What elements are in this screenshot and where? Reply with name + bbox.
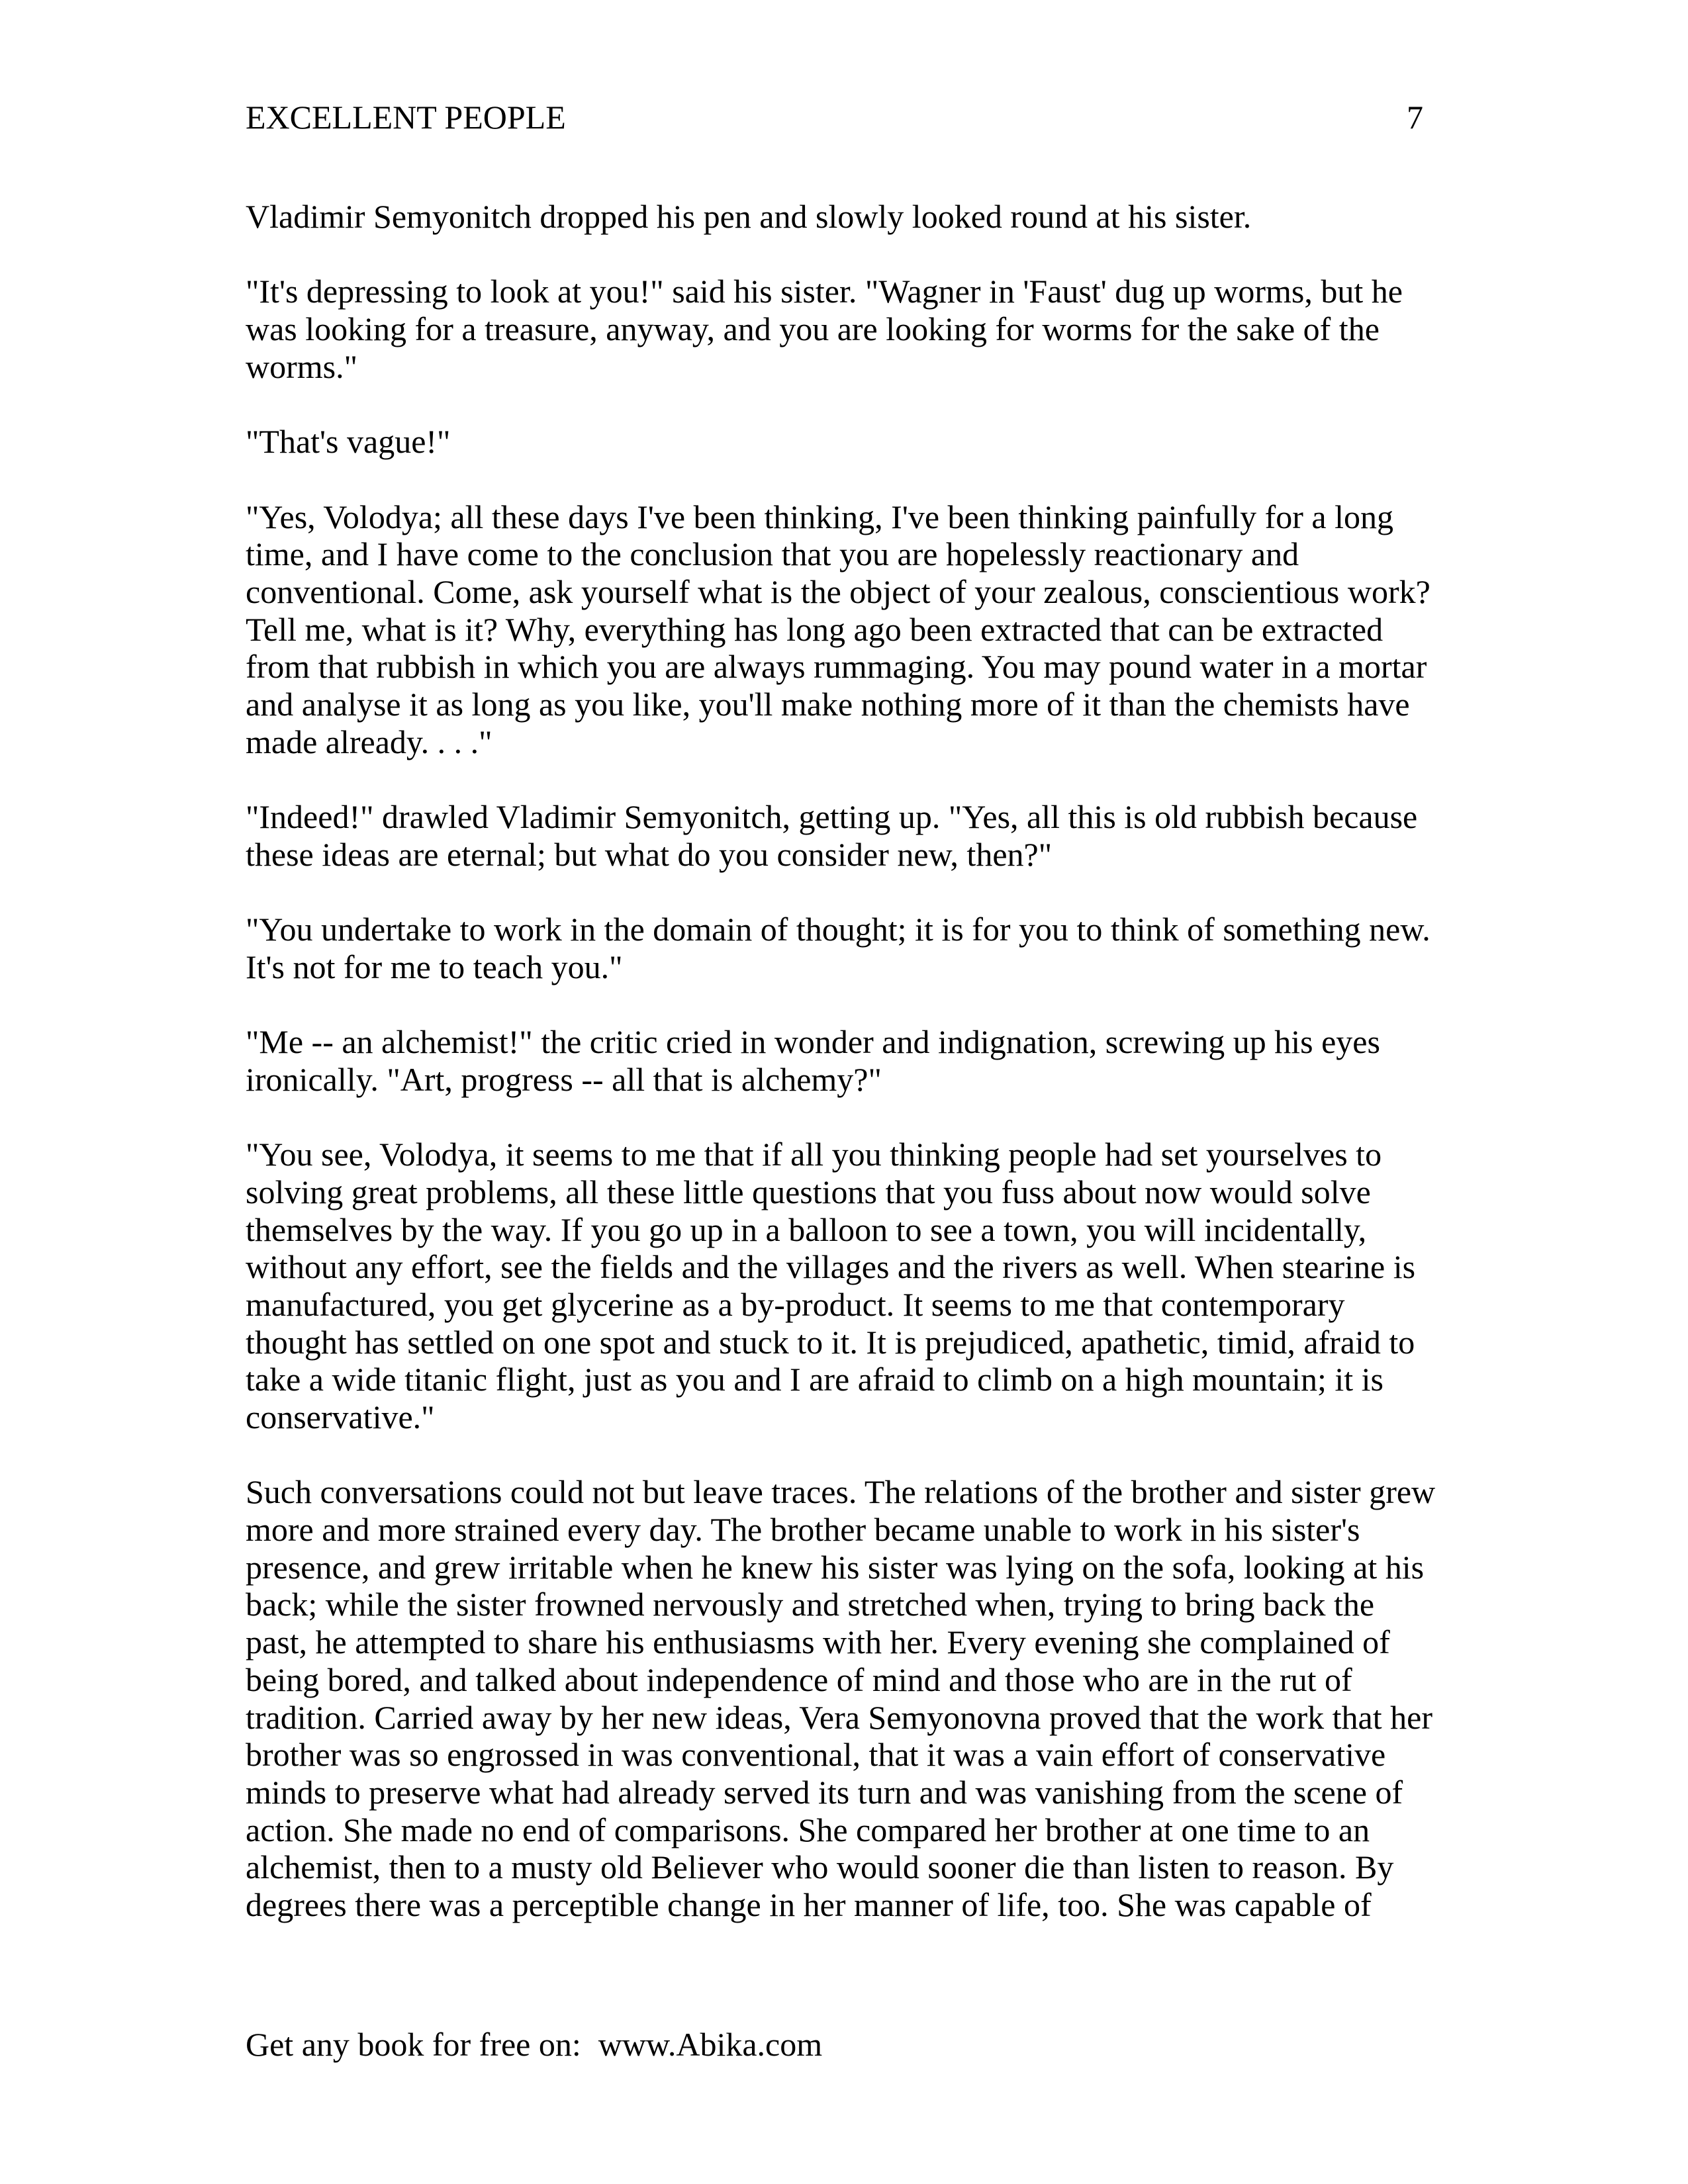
paragraph bbox=[246, 198, 1435, 236]
text-line: take a wide titanic flight, just as you and I are afraid to climb on a high mountain; it is bbox=[246, 1361, 1384, 1398]
text-line: without any effort, see the fields and the villages and the rivers as well. When stearine is bbox=[246, 1248, 1416, 1286]
text-line: and analyse it as long as you like, you'll make nothing more of it than the chemists have bbox=[246, 685, 1410, 723]
text-line: themselves by the way. If you go up in a balloon to see a town, you will incidentally, bbox=[246, 1210, 1367, 1248]
text-line: manufactured, you get glycerine as a by-product. It seems to me that contemporary bbox=[246, 1285, 1345, 1323]
text-line: Such conversations could not but leave traces. The relations of the brother and sister grew bbox=[246, 1473, 1436, 1511]
paragraph bbox=[246, 1023, 1435, 1098]
text-line: these ideas are eternal; but what do you consider new, then?" bbox=[246, 835, 1053, 873]
text-line: Tell me, what is it? Why, everything has long ago been extracted that can be extracted bbox=[246, 610, 1383, 648]
text-line: "It's depressing to look at you!" said his sister. "Wagner in 'Faust' dug up worms, but he bbox=[246, 273, 1403, 310]
page-number: 7 bbox=[1407, 99, 1423, 136]
text-line: It's not for me to teach you." bbox=[246, 948, 623, 985]
footer-link[interactable]: www.Abika.com bbox=[598, 2026, 823, 2063]
text-line: more and more strained every day. The brother became unable to work in his sister's bbox=[246, 1511, 1360, 1549]
paragraph bbox=[246, 911, 1435, 985]
text-line: "You undertake to work in the domain of thought; it is for you to think of something new. bbox=[246, 911, 1430, 948]
text-line: "Yes, Volodya; all these days I've been thinking, I've been thinking painfully for a long bbox=[246, 498, 1393, 535]
text-line: worms." bbox=[246, 347, 358, 385]
text-line: action. She made no end of comparisons. She compared her brother at one time to an bbox=[246, 1811, 1370, 1848]
text-line: "Me -- an alchemist!" the critic cried in wonder and indignation, screwing up his eyes bbox=[246, 1023, 1380, 1061]
text-line: presence, and grew irritable when he knew his sister was lying on the sofa, looking at his bbox=[246, 1548, 1425, 1586]
text-line: "You see, Volodya, it seems to me that if all you thinking people had set yourselves to bbox=[246, 1136, 1382, 1173]
text-line: alchemist, then to a musty old Believer who would sooner die than listen to reason. By bbox=[246, 1848, 1394, 1886]
text-line: Vladimir Semyonitch dropped his pen and slowly looked round at his sister. bbox=[246, 198, 1252, 235]
text-line: "Indeed!" drawled Vladimir Semyonitch, getting up. "Yes, all this is old rubbish because bbox=[246, 798, 1418, 835]
text-line: from that rubbish in which you are always rummaging. You may pound water in a mortar bbox=[246, 648, 1427, 686]
text-line: being bored, and talked about independence of mind and those who are in the rut of bbox=[246, 1661, 1352, 1698]
text-line: past, he attempted to share his enthusiasms with her. Every evening she complained of bbox=[246, 1623, 1390, 1661]
text-line: time, and I have come to the conclusion that you are hopelessly reactionary and bbox=[246, 535, 1299, 573]
text-line: conventional. Come, ask yourself what is the object of your zealous, conscientious work? bbox=[246, 572, 1430, 610]
text-line: solving great problems, all these little questions that you fuss about now would solve bbox=[246, 1173, 1371, 1210]
paragraph bbox=[246, 798, 1435, 873]
text-line: ironically. "Art, progress -- all that is alchemy?" bbox=[246, 1060, 882, 1098]
paragraph bbox=[246, 498, 1435, 761]
running-title: EXCELLENT PEOPLE bbox=[246, 99, 566, 136]
paragraph bbox=[246, 1473, 1435, 1923]
text-line: minds to preserve what had already served its turn and was vanishing from the scene of bbox=[246, 1773, 1403, 1811]
text-line: "That's vague!" bbox=[246, 423, 451, 461]
footer-label: Get any book for free on: bbox=[246, 2026, 581, 2063]
paragraph bbox=[246, 423, 1435, 461]
text-line: thought has settled on one spot and stuck to it. It is prejudiced, apathetic, timid, afraid to bbox=[246, 1323, 1415, 1361]
text-line: conservative." bbox=[246, 1398, 435, 1435]
text-line: was looking for a treasure, anyway, and you are looking for worms for the sake of the bbox=[246, 310, 1380, 348]
paragraph bbox=[246, 1136, 1435, 1436]
text-line: tradition. Carried away by her new ideas, Vera Semyonovna proved that the work that her bbox=[246, 1698, 1432, 1736]
footer bbox=[246, 2026, 822, 2063]
text-line: back; while the sister frowned nervously and stretched when, trying to bring back the bbox=[246, 1586, 1375, 1623]
paragraph bbox=[246, 273, 1435, 385]
text-line: brother was so engrossed in was conventional, that it was a vain effort of conservative bbox=[246, 1736, 1386, 1774]
text-line: degrees there was a perceptible change in her manner of life, too. She was capable of bbox=[246, 1886, 1372, 1923]
text-line: made already. . . ." bbox=[246, 723, 492, 760]
body-text bbox=[246, 198, 1435, 1961]
